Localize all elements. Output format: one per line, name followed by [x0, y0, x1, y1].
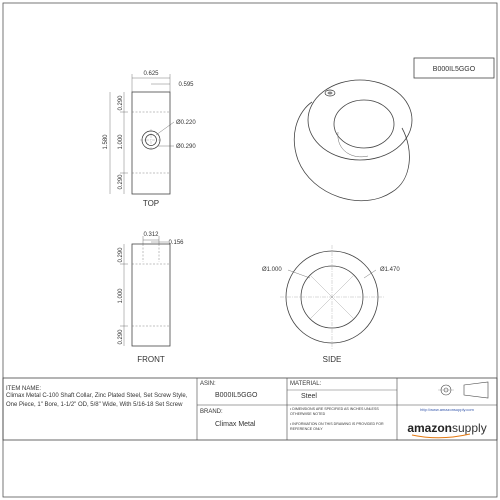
- dim-left-3: 0.290: [118, 174, 124, 190]
- front-view-outline: [132, 244, 170, 346]
- dim-hole-2: Ø0.290: [176, 144, 196, 150]
- dim-left-2: 1.000: [118, 134, 124, 150]
- front-view-label: FRONT: [137, 355, 165, 364]
- dim-left-1: 0.290: [118, 95, 124, 111]
- title-block: [3, 378, 497, 440]
- asin-value: B000IL5GGO: [215, 392, 258, 399]
- dim-overall: 1.580: [103, 134, 109, 150]
- note-reference: • INFORMATION ON THIS DRAWING IS PROVIDED FOR REFERENCE ONLY: [290, 422, 384, 431]
- note-dimensions: • DIMENSIONS ARE SPECIFIED AS INCHES UNLESS OTHERWISE NOTED: [290, 407, 379, 416]
- iso-bore: [334, 100, 394, 148]
- amazon-supply-logo: amazonsupply: [407, 421, 487, 435]
- item-name-label: ITEM NAME:: [6, 386, 42, 392]
- item-name: Climax Metal C-100 Shaft Collar, Zinc Plated Steel, Set Screw Style, One Piece, 1" Bore, 1-1/2" OD, 5/8" Wide, With 5/16-18 Set Screw: [6, 393, 188, 408]
- front-view: [118, 232, 184, 364]
- dim-hole-1: Ø0.220: [176, 120, 196, 126]
- dim-front-w1: 0.312: [143, 232, 159, 238]
- top-view-label: TOP: [142, 199, 160, 208]
- side-view: [262, 245, 400, 364]
- side-view-label: SIDE: [322, 355, 342, 364]
- brand-value: Climax Metal: [215, 421, 256, 428]
- brand-label: BRAND:: [200, 409, 223, 415]
- isometric-view: [294, 80, 412, 201]
- dim-od: Ø1.470: [380, 267, 400, 273]
- dim-offset: 0.595: [178, 82, 194, 88]
- projection-symbol: [438, 382, 488, 398]
- asin-label: ASIN:: [200, 381, 216, 387]
- dim-front-left-1: 0.290: [118, 247, 124, 263]
- dim-front-left-3: 0.290: [118, 329, 124, 345]
- dim-front-left-2: 1.000: [118, 288, 124, 304]
- dim-front-w2: 0.156: [168, 240, 184, 246]
- top-view: [103, 71, 196, 208]
- dim-bore: Ø1.000: [262, 267, 282, 273]
- supply-url: http://www.amazonsupply.com: [420, 407, 474, 412]
- dim-width: 0.625: [143, 71, 159, 77]
- material-value: Steel: [301, 393, 317, 400]
- part-number: B000IL5GGO: [432, 66, 476, 73]
- material-label: MATERIAL:: [290, 381, 322, 387]
